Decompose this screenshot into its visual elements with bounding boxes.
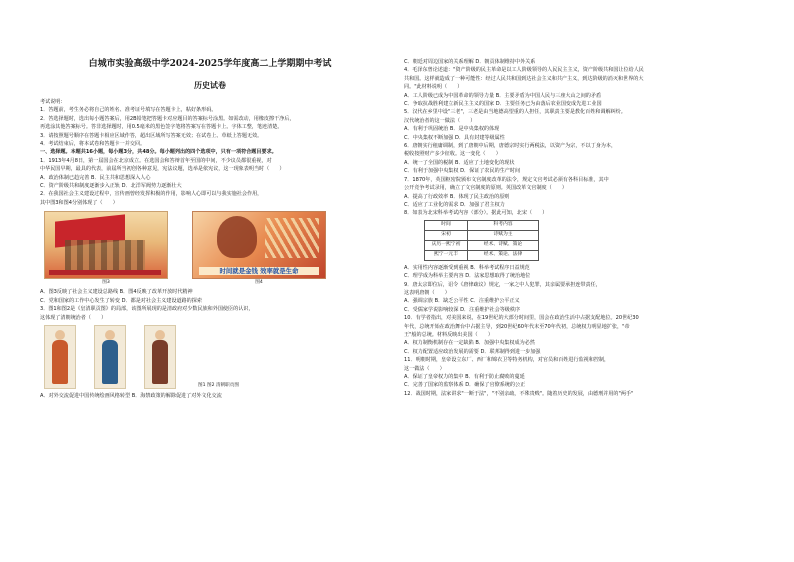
table-row [425,240,539,250]
question-line: 汉代统治者的这一做法（ ） [404,117,476,124]
figure-caption: 图4 [255,280,263,286]
question-line: 10．有学者指出，对美国来说，在19世纪的大部分时间里，国会在政治生活中占据支配地位。20世纪30 [404,315,639,322]
subject-title: 历史试卷 [194,80,226,90]
instruction-line: 考试说明： [40,99,66,105]
instructions-block [40,98,380,148]
question-line: A．统一了全国的税制 B．适应了土地变化的现状 [404,159,515,166]
question-line: 这表明唐朝（ ） [404,289,450,296]
table-cell: 时间 [425,220,468,230]
question-line: 3．图1和图2是《皇清职贡图》的局部，该图所展现的是清政府对少数民族和外国使臣的认识， [40,306,254,313]
question-line: A．图3反映了社会主义建设总路线 B．图4反映了改革开放时代精神 [40,289,193,296]
question-line: 公开竞争考试录用，确立了文官制度的原则。英国改革文官制度（ ） [404,185,568,192]
question-line: 12．战国时期，法家讲求"一断于法"，"不别亲疏，不殊贵贱"。随着历史的发展，由德刑并用的"两手" [404,390,634,397]
question-line: 1．1913年4月8日，第一届国会在北京成立。在选国会和答辩首年至国的中间，不少议员都很重视，对 [40,157,272,164]
question-line: A．有利于巩固统治 B．是中央集权的体现 [404,126,500,133]
table-row [425,230,539,240]
right-column [404,58,770,398]
question-line: A．对外交流促进中国传统绘画风格转型 B．海禁政策的解除促进了对外文化交流 [40,392,222,399]
question-line: 7．1870年，英国枢密院颁布文官制度改革的法令，规定文官考试必须有各科目标准，其中 [404,176,609,183]
question-line: A．强调宗族 B．缺乏公平性 C．注重维护公平正义 [404,298,520,305]
figure-4 [192,211,326,286]
poster-slogan: 时间就是金钱 效率就是生命 [199,267,319,275]
question-line: C．党和国家的工作中心发生了转变 D．都是对社会主义建设道路的探索 [40,297,202,304]
question-line: C．权力配置适应政治发展的需要 D．联邦制得到进一步加强 [404,348,541,355]
question-line: 共和国。这样就造成了一种可能性：经过人民共和国到达社会主义和共产主义，到达阶级的消灭和世界的大 [404,75,644,82]
instruction-line: 1．答题前，考生务必将自己的姓名、准考证号填写在答题卡上，粘好条形码。 [40,107,217,114]
exam-content-table [424,220,539,261]
question-line: C．完善了国家的监察体系 D．确保了官僚系统的公正 [404,382,526,389]
table-cell: 庆历一熙宁初 [425,240,468,250]
figure-3 [44,211,168,286]
figure-official-2 [94,325,126,389]
question-line: A．政治体制已趋完善 B．民主共和思想深入人心 [40,174,151,181]
table-cell: 经术、诗赋、策论 [468,240,539,250]
question-line: 6．唐朝实行租庸调制，到了唐朝中后期，唐德宗时实行两税法，以资产为宗，不以丁身为本， [404,143,617,150]
table-cell: 诗赋为主 [468,230,539,240]
question-line: C．资产阶级共和制度逐渐步入正轨 D．北洋军阀势力逐渐壮大 [40,183,182,190]
question-line: C．中央集权不断加强 D．具有封建等级属性 [404,134,505,141]
table-cell: 科考内容 [468,220,539,230]
poster-figures [40,211,380,286]
question-line: A．工人阶级已成为中国革命的领导力量 B．主要矛盾为中国人民与三座大山之间的矛盾 [404,92,602,99]
question-line: 9．唐太宗即位后，诏令《唐律疏议》规定，一家之中人犯罪，其亲属要承担连带责任， [404,281,601,288]
sunrays-shape [265,218,319,258]
question-line: A．权力制衡机制存在一定缺陷 B．加强中央集权成为必然 [404,340,535,347]
figure-caption: 图1 图2 清朝职贡图 [198,382,239,388]
question-line: 税收按照财产多少征收。这一变化（ ） [404,151,501,158]
question-line: A．实用性内容逐渐受到重视 B．科举考试程序日益规范 [404,264,530,271]
instruction-line: 4．考试结束后，将本试卷和答题卡一并交回。 [40,141,146,148]
question-line: A．保证了皇帝权力的集中 B．有利于防止腐败的蔓延 [404,374,525,380]
left-column [40,58,380,400]
question-line: 这一做法（ ） [404,365,445,372]
figure-official-1 [44,325,76,389]
propaganda-poster-image [44,211,168,279]
table-cell: 熙宁一元丰 [425,250,468,260]
question-line: C．适应了工业化的需求 D．加强了君主权力 [404,201,505,208]
instruction-line: 再选涂其他答案标号。答非选择题时，用0.5毫米的黑色签字笔将答案写在答题卡上。字体工整，笔迹清楚。 [40,124,283,131]
section-title: 一、选择题。本题共16小题，每小题3分，共48分。每小题列出的四个选项中，只有一项符合题目要求。 [40,149,277,156]
question-line: C．有利于加强中央集权 D．保证了农民的生产时间 [404,168,521,175]
question-line: A．提高了行政效率 B．体现了民主政治的原则 [404,193,510,200]
figure-official-3 [144,325,176,389]
question-line: 5．汉代在乡里中设"三老"，三老是由当地德高望重的人担任，其职责主要是教化百姓和调解纠纷。 [404,109,626,116]
question-line: C．争取抗战胜利建立新民主主义的国家 D．主要任务已为由落后农业国变成先进工业国 [404,101,602,108]
exam-title: 白城市实验高级中学2024-2025学年度高二上学期期中考试 [88,59,332,69]
question-line: 年代，总统开始在政治舞台中占据主导，到20世纪60年代末至70年代初，总统权力明显地扩张，"帝 [404,323,630,330]
question-line: 11．明朝时期，皇帝设立东厂、西厂和锦衣卫等特务机构，对官员和百姓进行监视和控制， [404,357,610,364]
question-line: 中华民国早期，最具的代表，前届所当初创各种意见，宪法议题，选举是依宪议，这一现象表明当时（ ） [40,166,285,173]
crowd-shape [65,240,145,270]
banner-shape [49,270,161,275]
question-line: 4．毛泽东曾论述道："资产阶级的民主革命是以工人阶级领导的人民民主主义，资产阶级共和国让位给人民 [404,67,644,74]
question-line: 同。"此材料说明（ ） [404,84,463,91]
table-cell: 宋初 [425,230,468,240]
question-line: 王"般的总统。材料反映出美国（ ） [404,331,493,338]
question-line: 这体现了清朝统治者（ ） [40,314,107,321]
question-line: 2．在我国社会主义建设过程中，宣传画曾经发挥积极的作用，影响人心即可以与我实施社会作用， [40,191,263,198]
instruction-line: 2．答选择题时，选出每小题答案后，用2B铅笔把答题卡对应题目的答案标号涂黑。如需改动，用橡皮擦干净后， [40,115,295,122]
table-cell: 经术、策论、法律 [468,250,539,260]
table-row [425,250,539,260]
question-line: 其中图3和图4分别体现了（ ） [40,199,118,206]
question-line: C．朝廷对周边国家的关系理解 D．朝贡体制维持中外关系 [404,59,536,65]
question-line: 8．如表为北宋科举考试内容（部分）。据此可知，北宋（ ） [404,210,548,217]
question-line: C．理学成为科举主要内容 D．法家思想取得了统治地位 [404,273,531,280]
table-row [425,220,539,230]
slogan-poster-image [192,211,326,279]
instruction-line: 3．请按照题号顺序在答题卡相应区域作答，超出区域所写答案无效；在试卷上、草纸上答题无效。 [40,132,263,139]
question-line: C．受儒家学说影响较深 D．注重维护社会等级秩序 [404,306,521,313]
portrait-shape [217,216,257,258]
figure-caption: 图3 [102,280,110,286]
tribute-figures [44,325,380,389]
